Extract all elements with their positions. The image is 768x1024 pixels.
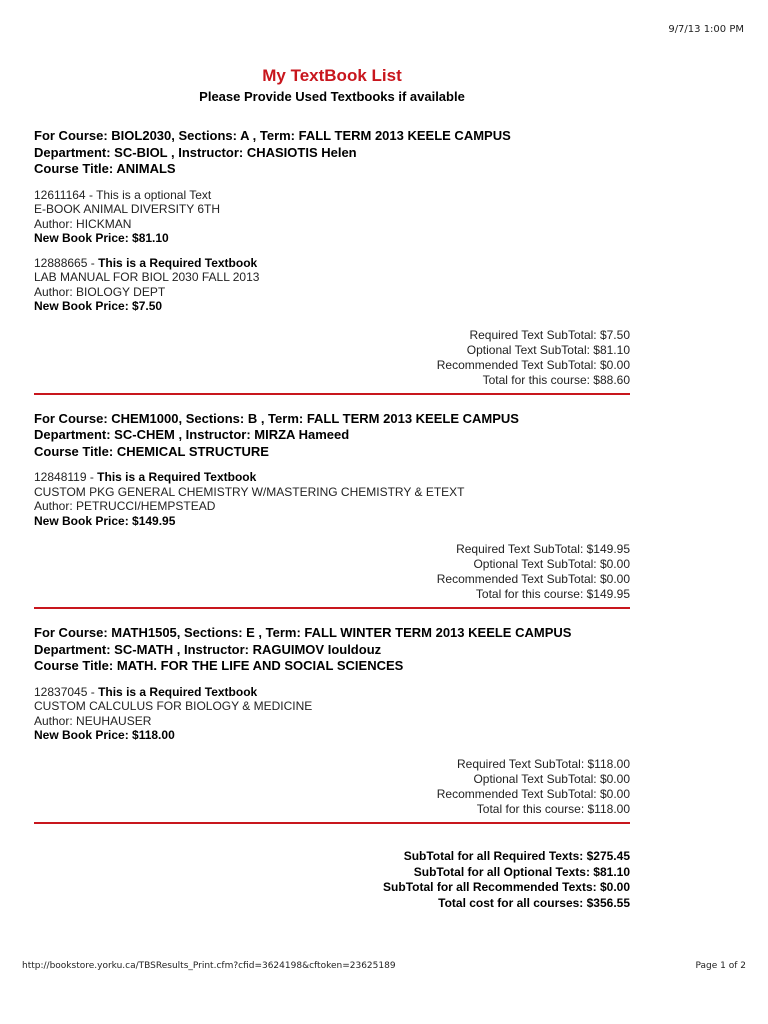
course-line: For Course: CHEM1000, Sections: B , Term: FALL TERM 2013 KEELE CAMPUS xyxy=(34,410,519,426)
book-entry xyxy=(34,685,630,743)
all-recommended-subtotal: SubTotal for all Recommended Texts: $0.00 xyxy=(383,880,630,894)
course-header xyxy=(34,128,630,178)
book-name: LAB MANUAL FOR BIOL 2030 FALL 2013 xyxy=(34,270,260,284)
all-optional-subtotal: SubTotal for all Optional Texts: $81.10 xyxy=(413,864,630,879)
book-price: New Book Price: $7.50 xyxy=(34,299,163,313)
course-total: Total for this course: $118.00 xyxy=(476,801,630,816)
optional-subtotal: Optional Text SubTotal: $81.10 xyxy=(466,342,630,357)
book-price: New Book Price: $81.10 xyxy=(34,231,169,245)
course-title-line: Course Title: MATH. FOR THE LIFE AND SOCIAL SCIENCES xyxy=(34,658,404,673)
book-name: CUSTOM PKG GENERAL CHEMISTRY W/MASTERING CHEMISTRY & ETEXT xyxy=(34,484,465,499)
book-name: CUSTOM CALCULUS FOR BIOLOGY & MEDICINE xyxy=(34,699,313,713)
print-date: 9/7/13 1:00 PM xyxy=(668,24,744,35)
section-divider xyxy=(34,607,630,609)
course-block xyxy=(34,625,630,824)
book-entry xyxy=(34,256,630,314)
required-subtotal: Required Text SubTotal: $149.95 xyxy=(456,542,630,556)
course-total: Total for this course: $88.60 xyxy=(482,372,630,387)
book-type: This is a optional Text xyxy=(96,187,212,202)
book-id-line: 12611164 - This is a optional Text xyxy=(34,187,212,202)
section-divider xyxy=(34,393,630,395)
book-author: Author: HICKMAN xyxy=(34,216,132,231)
book-price: New Book Price: $149.95 xyxy=(34,513,176,528)
book-author: Author: NEUHAUSER xyxy=(34,713,152,728)
course-total: Total for this course: $149.95 xyxy=(475,587,630,601)
course-subtotals xyxy=(34,757,630,817)
book-id: 12837045 xyxy=(34,684,88,699)
book-type: This is a Required Textbook xyxy=(98,255,258,270)
course-title-line: Course Title: ANIMALS xyxy=(34,161,176,176)
department-line: Department: SC-BIOL , Instructor: CHASIOTIS Helen xyxy=(34,144,357,160)
course-title-line: Course Title: CHEMICAL STRUCTURE xyxy=(34,443,269,459)
recommended-subtotal: Recommended Text SubTotal: $0.00 xyxy=(436,572,630,586)
grand-totals xyxy=(34,849,630,911)
department-line: Department: SC-MATH , Instructor: RAGUIMOV Iouldouz xyxy=(34,641,382,657)
all-required-subtotal: SubTotal for all Required Texts: $275.45 xyxy=(403,849,630,863)
book-author: Author: BIOLOGY DEPT xyxy=(34,284,166,299)
book-id: 12611164 xyxy=(34,187,86,202)
grand-total: Total cost for all courses: $356.55 xyxy=(438,895,630,910)
recommended-subtotal: Recommended Text SubTotal: $0.00 xyxy=(436,357,630,372)
course-block xyxy=(34,128,630,395)
course-line: For Course: BIOL2030, Sections: A , Term: FALL TERM 2013 KEELE CAMPUS xyxy=(34,128,511,143)
optional-subtotal: Optional Text SubTotal: $0.00 xyxy=(473,771,630,786)
course-subtotals xyxy=(34,328,630,388)
required-subtotal: Required Text SubTotal: $118.00 xyxy=(456,756,630,771)
book-id-line: 12848119 - This is a Required Textbook xyxy=(34,470,257,484)
footer-url: http://bookstore.yorku.ca/TBSResults_Print.cfm?cfid=3624198&cftoken=23625189 xyxy=(22,961,396,971)
recommended-subtotal: Recommended Text SubTotal: $0.00 xyxy=(436,786,630,801)
page-title: My TextBook List xyxy=(262,66,402,85)
book-id-line: 12888665 - This is a Required Textbook xyxy=(34,255,258,270)
page-number: Page 1 of 2 xyxy=(695,961,746,971)
course-block xyxy=(34,411,630,610)
department-line: Department: SC-CHEM , Instructor: MIRZA Hameed xyxy=(34,427,350,442)
required-subtotal: Required Text SubTotal: $7.50 xyxy=(469,327,630,342)
book-id: 12888665 xyxy=(34,255,88,270)
optional-subtotal: Optional Text SubTotal: $0.00 xyxy=(473,557,630,571)
book-author: Author: PETRUCCI/HEMPSTEAD xyxy=(34,499,216,513)
course-header xyxy=(34,411,630,461)
book-id-line: 12837045 - This is a Required Textbook xyxy=(34,684,258,699)
book-price: New Book Price: $118.00 xyxy=(34,728,175,742)
book-type: This is a Required Textbook xyxy=(98,684,258,699)
course-line: For Course: MATH1505, Sections: E , Term: FALL WINTER TERM 2013 KEELE CAMPUS xyxy=(34,625,572,640)
book-type: This is a Required Textbook xyxy=(97,470,257,484)
section-divider xyxy=(34,822,630,824)
course-subtotals xyxy=(34,542,630,602)
page-subtitle: Please Provide Used Textbooks if available xyxy=(199,89,465,104)
course-list xyxy=(34,128,630,834)
book-entry xyxy=(34,188,630,246)
course-header xyxy=(34,625,630,675)
book-name: E-BOOK ANIMAL DIVERSITY 6TH xyxy=(34,202,221,216)
book-id: 12848119 xyxy=(34,470,87,484)
book-entry xyxy=(34,470,630,528)
